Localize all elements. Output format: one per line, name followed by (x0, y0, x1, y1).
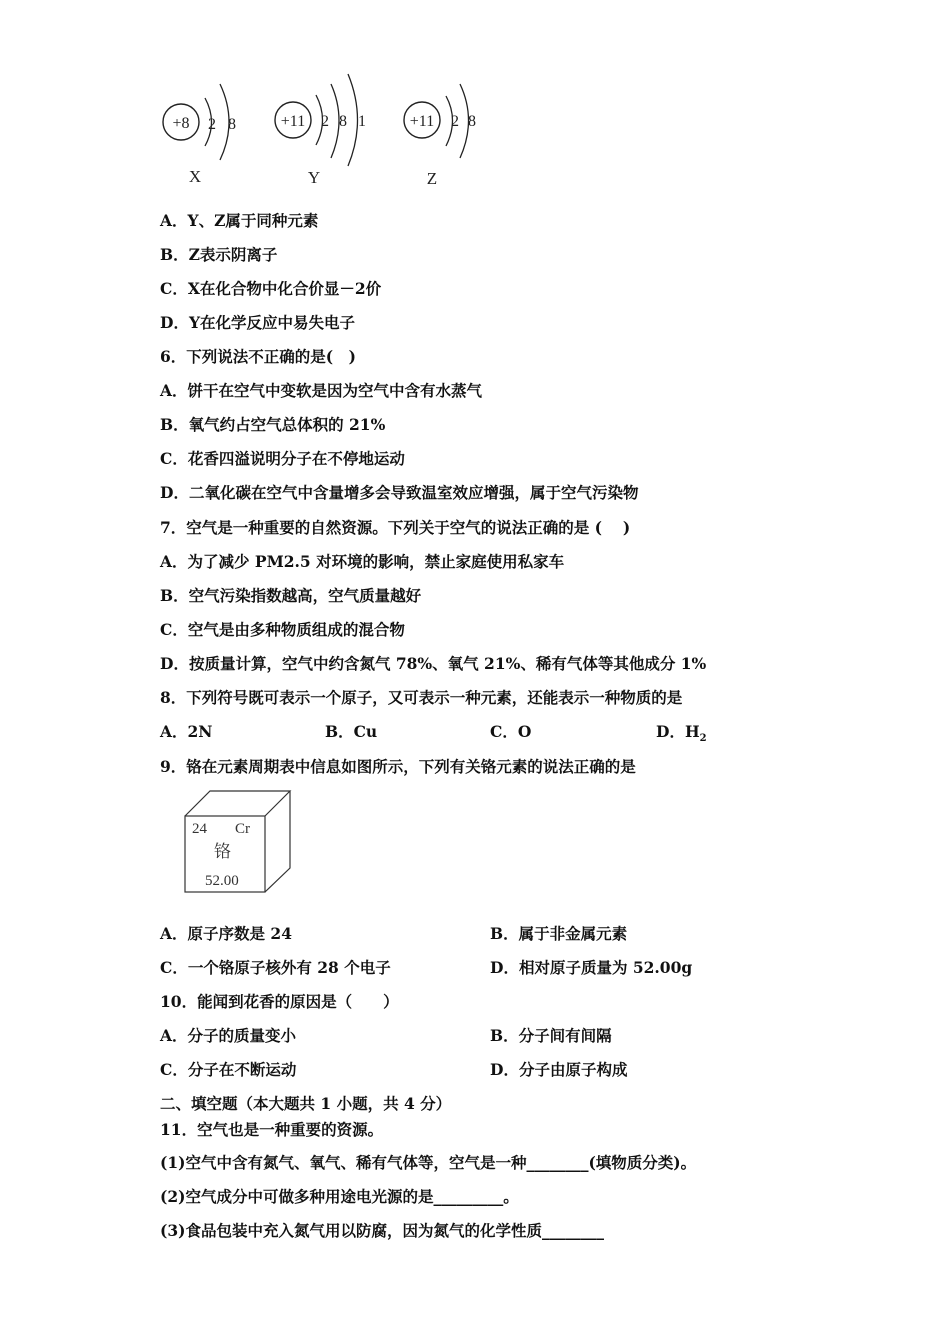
q7-stem: 7．空气是一种重要的自然资源。下列关于空气的说法正确的是 ( ) (160, 518, 631, 537)
svg-text:2: 2 (321, 113, 329, 130)
atom-structure-diagrams (0, 0, 950, 200)
svg-text:+11: +11 (409, 113, 435, 130)
q7-option-a: A．为了减少 PM2.5 对环境的影响，禁止家庭使用私家车 (160, 552, 565, 571)
svg-text:8: 8 (228, 116, 236, 133)
q9-option-c: C．一个铬原子核外有 28 个电子 (160, 958, 391, 977)
chromium-element-card (180, 786, 295, 898)
element-number: 24 (192, 821, 207, 837)
q8-stem: 8．下列符号既可表示一个原子，又可表示一种元素，还能表示一种物质的是 (160, 688, 683, 707)
atom-label-z: Z (426, 169, 438, 188)
element-mass: 52.00 (205, 873, 239, 889)
atom-label-x: X (188, 167, 202, 186)
q5-option-a: A．Y、Z属于同种元素 (160, 211, 319, 230)
svg-text:8: 8 (468, 113, 476, 130)
q10-option-b: B．分子间有间隔 (490, 1026, 612, 1045)
q8-option-b: B．Cu (325, 722, 378, 741)
q11-part-3: (3)食品包装中充入氮气用以防腐，因为氮气的化学性质________ (160, 1221, 604, 1240)
svg-text:1: 1 (358, 113, 366, 130)
q9-stem: 9．铬在元素周期表中信息如图所示，下列有关铬元素的说法正确的是 (160, 757, 636, 776)
q6-option-a: A．饼干在空气中变软是因为空气中含有水蒸气 (160, 381, 483, 400)
q11-part-2: (2)空气成分中可做多种用途电光源的是_________。 (160, 1187, 519, 1206)
q6-option-d: D．二氧化碳在空气中含量增多会导致温室效应增强，属于空气污染物 (160, 483, 639, 502)
atom-label-y: Y (307, 168, 321, 187)
q8-option-c: C．O (490, 722, 532, 741)
element-symbol: Cr (235, 821, 250, 837)
q10-stem: 10．能闻到花香的原因是（ ） (160, 992, 399, 1011)
q9-option-a: A．原子序数是 24 (160, 924, 292, 943)
q7-option-d: D．按质量计算，空气中约含氮气 78%、氧气 21%、稀有气体等其他成分 1% (160, 654, 707, 673)
q10-option-c: C．分子在不断运动 (160, 1060, 297, 1079)
q5-option-d: D．Y在化学反应中易失电子 (160, 313, 356, 332)
q11-part-1: (1)空气中含有氮气、氧气、稀有气体等，空气是一种________(填物质分类)。 (160, 1153, 697, 1172)
q8-option-d: D．$H_2$ (656, 722, 707, 745)
element-name: 铬 (214, 842, 231, 862)
section-heading: 二、填空题（本大题共 1 小题，共 4 分） (160, 1094, 452, 1113)
svg-text:2: 2 (208, 116, 216, 133)
nucleus-x-text: +8 (172, 115, 190, 132)
svg-text:8: 8 (339, 113, 347, 130)
q7-option-b: B．空气污染指数越高，空气质量越好 (160, 586, 422, 605)
q6-option-b: B．氧气约占空气总体积的 21% (160, 415, 386, 434)
q9-option-d: D．相对原子质量为 52.00g (490, 958, 693, 977)
q6-option-c: C．花香四溢说明分子在不停地运动 (160, 449, 405, 468)
q8-option-a: A．2N (160, 722, 213, 741)
q11-stem: 11．空气也是一种重要的资源。 (160, 1120, 384, 1139)
svg-text:2: 2 (451, 113, 459, 130)
svg-text:+11: +11 (280, 113, 306, 130)
q10-option-d: D．分子由原子构成 (490, 1060, 628, 1079)
q5-option-c: C．X在化合物中化合价显－2价 (160, 279, 382, 298)
q6-stem: 6．下列说法不正确的是( ) (160, 347, 356, 366)
q9-option-b: B．属于非金属元素 (490, 924, 628, 943)
q10-option-a: A．分子的质量变小 (160, 1026, 297, 1045)
q5-option-b: B．Z表示阴离子 (160, 245, 278, 264)
q7-option-c: C．空气是由多种物质组成的混合物 (160, 620, 405, 639)
